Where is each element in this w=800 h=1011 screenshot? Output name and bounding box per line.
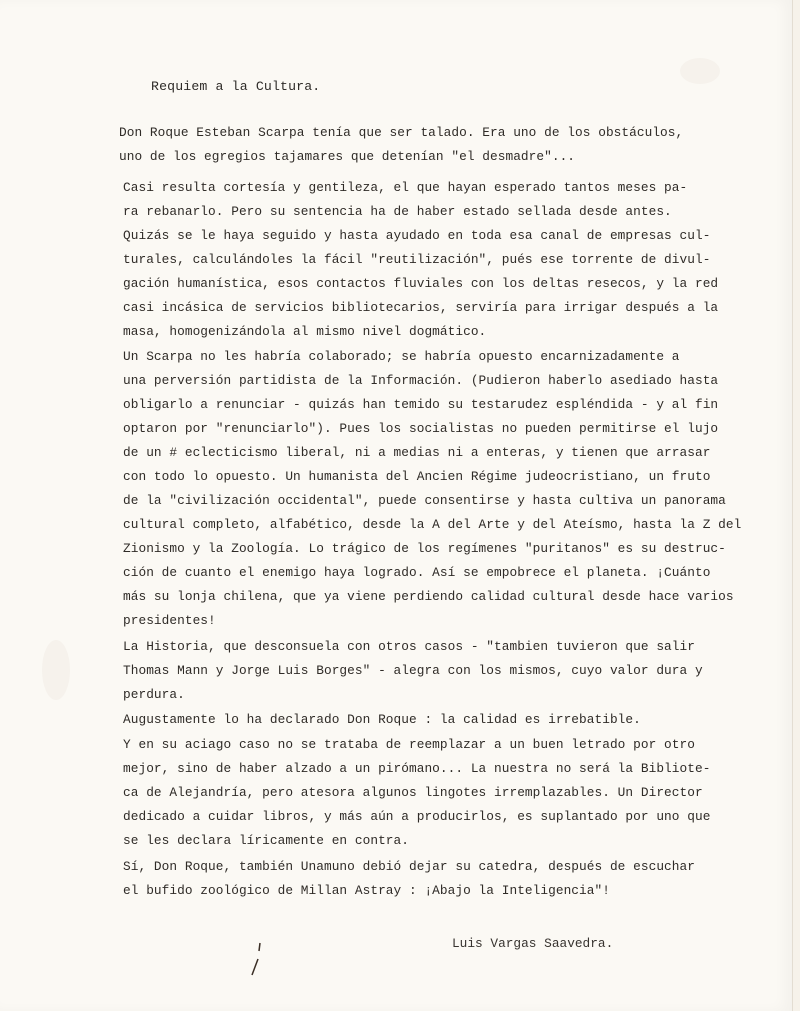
text-line: masa, homogenizándola al mismo nivel dogmático. [123,324,487,339]
text-line: con todo lo opuesto. Un humanista del Ancien Régime judeocristiano, un fruto [123,469,711,484]
text-line: ra rebanarlo. Pero su sentencia ha de haber estado sellada desde antes. [123,204,672,219]
document-title: Requiem a la Cultura. [151,79,321,94]
text-line: el bufido zoológico de Millan Astray : ¡Abajo la Inteligencia"! [123,883,610,898]
text-line: La Historia, que desconsuela con otros casos - "tambien tuvieron que salir [123,639,695,654]
text-line: uno de los egregios tajamares que detenían "el desmadre"... [119,149,576,164]
text-line: casi incásica de servicios bibliotecarios, serviría para irrigar después a la [123,300,719,315]
pen-mark-icon [247,941,265,977]
text-line: de la "civilización occidental", puede consentirse y hasta cultiva un panorama [123,493,726,508]
text-line: presidentes! [123,613,216,628]
signature: Luis Vargas Saavedra. [452,936,614,951]
text-line: Thomas Mann y Jorge Luis Borges" - alegra con los mismos, cuyo valor dura y [123,663,703,678]
text-line: Un Scarpa no les habría colaborado; se habría opuesto encarnizadamente a [123,349,680,364]
text-line: Quizás se le haya seguido y hasta ayudado en toda esa canal de empresas cul- [123,228,711,243]
text-line: turales, calculándoles la fácil "reutilización", pués ese torrente de divul- [123,252,711,267]
text-line: se les declara líricamente en contra. [123,833,409,848]
text-line: Casi resulta cortesía y gentileza, el que hayan esperado tantos meses pa- [123,180,688,195]
text-line: obligarlo a renunciar - quizás han temido su testarudez espléndida - y al fin [123,397,719,412]
text-line: Y en su aciago caso no se trataba de reemplazar a un buen letrado por otro [123,737,695,752]
text-line: mejor, sino de haber alzado a un pirómano... La nuestra no será la Bibliote- [123,761,711,776]
text-line: dedicado a cuidar libros, y más aún a producirlos, es suplantado por uno que [123,809,711,824]
text-line: una perversión partidista de la Información. (Pudieron haberlo asediado hasta [123,373,719,388]
text-line: gación humanística, esos contactos fluviales con los deltas resecos, y la red [123,276,719,291]
text-line: ca de Alejandría, pero atesora algunos lingotes irremplazables. Un Director [123,785,703,800]
text-line: Sí, Don Roque, también Unamuno debió dejar su catedra, después de escuchar [123,859,695,874]
text-line: optaron por "renunciarlo"). Pues los socialistas no pueden permitirse el lujo [123,421,719,436]
text-line: más su lonja chilena, que ya viene perdiendo calidad cultural desde hace varios [123,589,734,604]
text-line: cultural completo, alfabético, desde la A del Arte y del Ateísmo, hasta la Z del [123,517,742,532]
text-line: Don Roque Esteban Scarpa tenía que ser talado. Era uno de los obstáculos, [119,125,684,140]
text-line: Augustamente lo ha declarado Don Roque : la calidad es irrebatible. [123,712,641,727]
text-line: ción de cuanto el enemigo haya logrado. Así se empobrece el planeta. ¡Cuánto [123,565,711,580]
text-line: perdura. [123,687,185,702]
text-line: de un # eclecticismo liberal, ni a medias ni a enteras, y tienen que arrasar [123,445,711,460]
text-line: Zionismo y la Zoología. Lo trágico de los regímenes "puritanos" es su destruc- [123,541,726,556]
